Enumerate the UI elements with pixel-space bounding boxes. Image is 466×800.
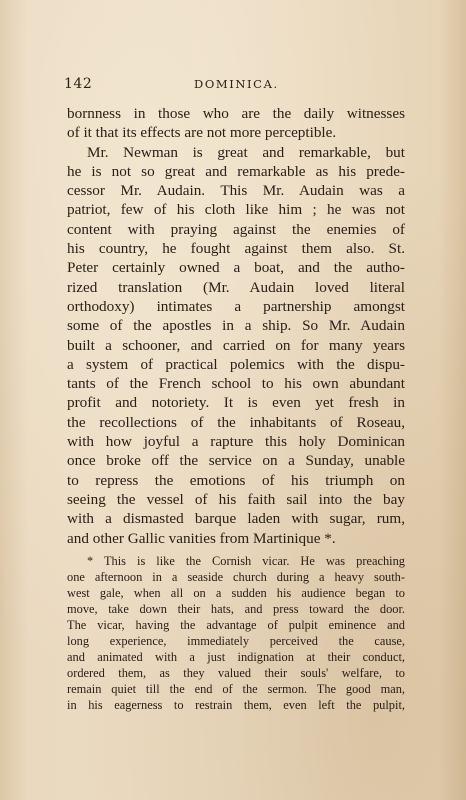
page-header: [64, 76, 404, 96]
text-line: seeing the vessel of his faith sail into the bay: [67, 490, 405, 508]
footnote-line: one afternoon in a seaside church during a heavy south-: [67, 570, 405, 585]
text-line: patriot, few of his cloth like him ; he was not: [67, 201, 405, 219]
text-line: his country, he fought against them also. St.: [67, 240, 405, 258]
footnote-line: move, take down their hats, and press toward the door.: [67, 602, 405, 617]
footnote-line: long experience, immediately perceived the cause,: [67, 634, 405, 649]
text-line: some of the apostles in a ship. So Mr. Audain: [67, 317, 405, 335]
text-line: built a schooner, and carried on for many years: [67, 336, 405, 354]
text-line: the recollections of the inhabitants of Roseau,: [67, 413, 405, 431]
footnote-line: in his eagerness to restrain them, even left the pulpit,: [67, 698, 405, 713]
footnote-line: The vicar, having the advantage of pulpit eminence and: [67, 618, 405, 633]
main-text: [67, 104, 405, 548]
text-line: once broke off the service on a Sunday, unable: [67, 452, 405, 470]
text-line: with how joyful a rapture this holy Dominican: [67, 433, 405, 451]
text-line: he is not so great and remarkable as his prede-: [67, 162, 405, 180]
footnote-line: ordered them, as they valued their souls' welfare, to: [67, 666, 405, 681]
footnote-line: and animated with a just indignation at their conduct,: [67, 650, 405, 665]
footnote-line: west gale, when all on a sudden his audience began to: [67, 586, 405, 601]
text-line: to repress the emotions of his triumph on: [67, 471, 405, 489]
text-line: Mr. Newman is great and remarkable, but: [87, 143, 405, 161]
text-line: of it that its effects are not more perceptible.: [67, 124, 337, 142]
text-line: a system of practical polemics with the dispu-: [67, 355, 405, 373]
running-head: DOMINICA.: [194, 77, 279, 91]
text-line: and other Gallic vanities from Martinique *.: [67, 529, 336, 547]
footnote: [67, 553, 405, 713]
text-line: bornness in those who are the daily witnesses: [67, 105, 405, 122]
text-line: tants of the French school to his own abundant: [67, 375, 405, 393]
page-number: 142: [64, 76, 93, 92]
text-line: cessor Mr. Audain. This Mr. Audain was a: [67, 182, 405, 200]
text-line: profit and notoriety. It is even yet fresh in: [67, 394, 405, 412]
text-line: orthodoxy) intimates a partnership amongst: [67, 297, 405, 315]
footnote-line: remain quiet till the end of the sermon. The good man,: [67, 682, 405, 697]
footnote-line: * This is like the Cornish vicar. He was preaching: [87, 554, 405, 568]
text-line: with a dismasted barque laden with sugar, rum,: [67, 510, 405, 528]
text-line: content with praying against the enemies of: [67, 220, 405, 238]
text-line: rized translation (Mr. Audain loved literal: [67, 278, 405, 296]
text-line: Peter certainly owned a boat, and the autho-: [67, 259, 405, 277]
